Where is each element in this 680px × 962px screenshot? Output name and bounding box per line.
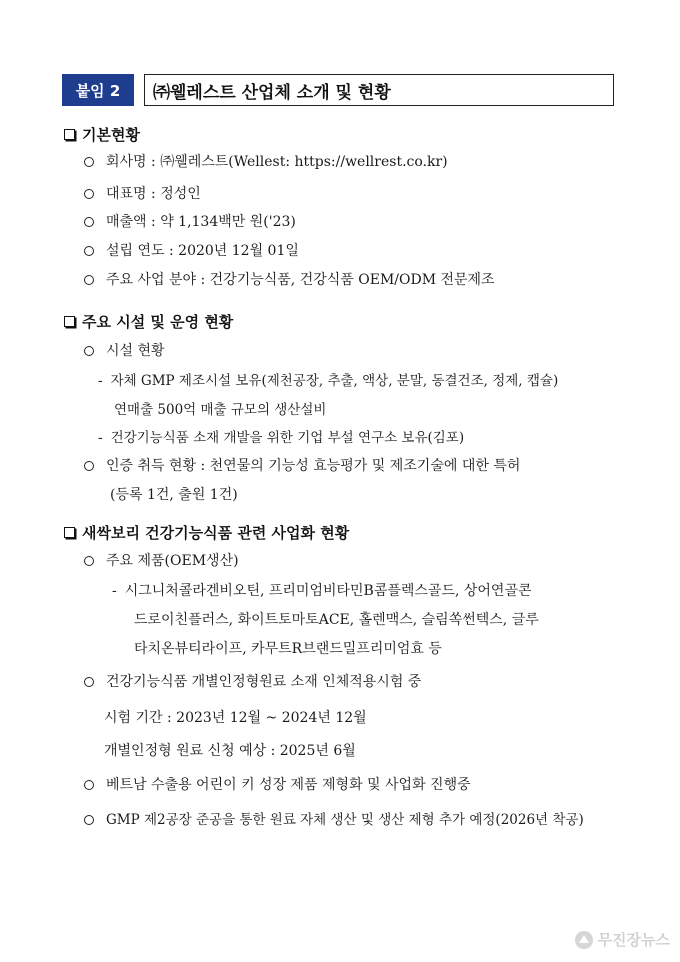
circle-bullet-icon [84,780,94,790]
list-item: 시설 현황 [84,340,165,360]
circle-bullet-icon [84,461,94,471]
section-heading-business: 새싹보리 건강기능식품 관련 사업화 현황 [64,522,349,543]
circle-bullet-icon [84,189,94,199]
circle-bullet-icon [84,246,94,256]
checkbox-square-icon [64,129,75,140]
sub-item-continuation: 타치온뷰티라이프, 카무트R브랜드밀프리미엄효 등 [134,641,442,657]
list-item: 회사명 : ㈜웰레스트(Wellest: https://wellrest.co.kr) [84,151,448,171]
list-item: 매출액 : 약 1,134백만 원('23) [84,211,296,231]
sub-item: - 자체 GMP 제조시설 보유(제천공장, 추출, 액상, 분말, 동결건조, 정제, 캡슐) [98,373,559,389]
sub-item: - 건강기능식품 소재 개발을 위한 기업 부설 연구소 보유(김포) [98,430,465,446]
circle-bullet-icon [84,157,94,167]
list-item-continuation: (등록 1건, 출원 1건) [110,487,238,503]
list-item: 건강기능식품 개별인정형원료 소재 인체적용시험 중 [84,671,421,691]
page-title: ㈜웰레스트 산업체 소개 및 현황 [144,74,614,106]
sub-item: - 시그니처콜라겐비오틴, 프리미엄비타민B콤플렉스골드, 상어연골콘 [112,583,532,599]
sub-item-continuation: 드로이친플러스, 화이트토마토ACE, 홀렌맥스, 슬림쏙썬텍스, 글루 [134,612,539,628]
circle-bullet-icon [84,556,94,566]
circle-bullet-icon [84,815,94,825]
circle-bullet-icon [84,275,94,285]
attachment-badge: 붙임 2 [62,74,134,106]
circle-bullet-icon [84,677,94,687]
sub-item-continuation: 연매출 500억 매출 규모의 생산설비 [114,402,327,418]
list-item: 대표명 : 정성인 [84,183,201,203]
mountain-logo-icon [575,931,593,949]
list-item: 베트남 수출용 어린이 키 성장 제품 제형화 및 사업화 진행중 [84,774,471,794]
list-item: 설립 연도 : 2020년 12월 01일 [84,240,299,260]
watermark: 무진장뉴스 [575,929,670,950]
title-row [62,74,614,106]
circle-bullet-icon [84,217,94,227]
section-heading-basic: 기본현황 [64,124,140,145]
checkbox-square-icon [64,316,75,327]
list-item: 인증 취득 현황 : 천연물의 기능성 효능평가 및 제조기술에 대한 특허 [84,455,520,475]
application-schedule: 개별인정형 원료 신청 예상 : 2025년 6월 [104,743,356,759]
checkbox-square-icon [64,527,75,538]
list-item: 주요 제품(OEM생산) [84,550,239,570]
trial-period: 시험 기간 : 2023년 12월 ~ 2024년 12월 [104,710,367,726]
section-heading-facility: 주요 시설 및 운영 현황 [64,311,233,332]
list-item: GMP 제2공장 준공을 통한 원료 자체 생산 및 생산 제형 추가 예정(2026년 착공) [84,808,584,828]
circle-bullet-icon [84,346,94,356]
list-item: 주요 사업 분야 : 건강기능식품, 건강식품 OEM/ODM 전문제조 [84,269,495,289]
